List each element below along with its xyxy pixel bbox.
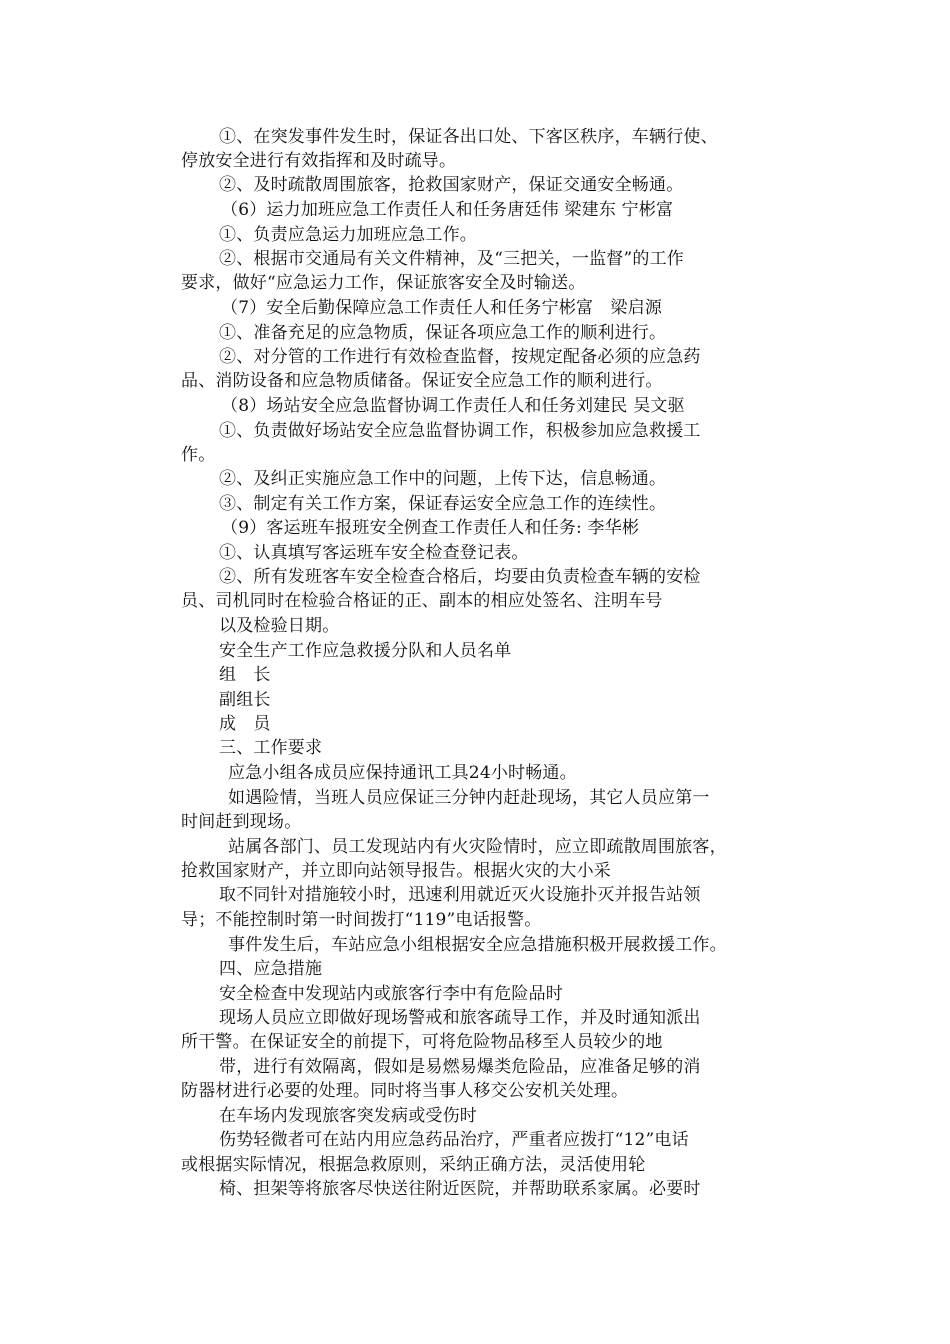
- text-line: （7）安全后勤保障应急工作责任人和任务宁彬富 梁启源: [221, 298, 663, 318]
- text-line: （9）客运班车报班安全例查工作责任人和任务: 李华彬: [221, 518, 640, 538]
- text-line: 安全检查中发现站内或旅客行李中有危险品时: [219, 984, 563, 1004]
- text-line: ②、及时疏散周围旅客，抢救国家财产，保证交通安全畅通。: [219, 175, 684, 195]
- text-line: 三、工作要求: [219, 738, 323, 758]
- text-line: ③、制定有关工作方案，保证春运安全应急工作的连续性。: [219, 494, 667, 514]
- text-line: 四、应急措施: [219, 959, 323, 979]
- text-line: （8）场站安全应急监督协调工作责任人和任务刘建民 吴文驱: [221, 396, 685, 416]
- text-line: 副组长: [219, 690, 271, 710]
- text-line: 导；不能控制时第一时间拨打“119”电话报警。: [181, 910, 542, 930]
- text-line: 取不同针对措施较小时，迅速利用就近灭火设施扑灭并报告站领: [219, 885, 701, 905]
- text-line: 在车场内发现旅客突发病或受伤时: [219, 1106, 477, 1126]
- text-line: 应急小组各成员应保持通讯工具24小时畅通。: [228, 763, 577, 783]
- text-line: 抢救国家财产，并立即向站领导报告。根据火灾的大小采: [181, 861, 611, 881]
- text-line: ②、所有发班客车安全检查合格后，均要由负责检查车辆的安检: [219, 567, 701, 587]
- text-line: 所干警。在保证安全的前提下，可将危险物品移至人员较少的地: [181, 1032, 663, 1052]
- text-line: ①、准备充足的应急物质，保证各项应急工作的顺利进行。: [219, 323, 667, 343]
- text-line: 安全生产工作应急救援分队和人员名单: [219, 641, 512, 661]
- text-line: 成 员: [219, 714, 271, 734]
- text-line: ②、及纠正实施应急工作中的问题，上传下达，信息畅通。: [219, 469, 667, 489]
- text-line: 员、司机同时在检验合格证的正、副本的相应处签名、注明车号: [181, 591, 663, 611]
- text-line: 现场人员应立即做好现场警戒和旅客疏导工作，并及时通知派出: [219, 1008, 701, 1028]
- text-line: （6）运力加班应急工作责任人和任务唐廷伟 梁建东 宁彬富: [221, 200, 674, 220]
- text-line: 防器材进行必要的处理。同时将当事人移交公安机关处理。: [181, 1081, 629, 1101]
- text-line: ②、对分管的工作进行有效检查监督，按规定配备必须的应急药: [219, 347, 701, 367]
- text-line: ①、认真填写客运班车安全检查登记表。: [219, 543, 529, 563]
- text-line: ②、根据市交通局有关文件精神，及“三把关，一监督”的工作: [219, 249, 684, 269]
- text-line: 如遇险情，当班人员应保证三分钟内赶赴现场，其它人员应第一: [228, 788, 710, 808]
- text-line: 停放安全进行有效指挥和及时疏导。: [181, 151, 457, 171]
- text-line: ①、负责应急运力加班应急工作。: [219, 225, 477, 245]
- text-line: 要求，做好“应急运力工作，保证旅客安全及时输送。: [181, 273, 586, 293]
- text-line: 品、消防设备和应急物质储备。保证安全应急工作的顺利进行。: [181, 371, 663, 391]
- text-line: 椅、担架等将旅客尽快送往附近医院，并帮助联系家属。必要时: [219, 1179, 701, 1199]
- text-line: 或根据实际情况，根据急救原则，采纳正确方法，灵活使用轮: [181, 1155, 646, 1175]
- text-line: 作。: [181, 445, 216, 465]
- text-line: 事件发生后，车站应急小组根据安全应急措施积极开展救援工作。: [228, 935, 727, 955]
- text-line: 带，进行有效隔离，假如是易燃易爆类危险品，应准备足够的消: [219, 1057, 701, 1077]
- text-line: ①、在突发事件发生时，保证各出口处、下客区秩序，车辆行使、: [219, 127, 718, 147]
- text-line: ①、负责做好场站安全应急监督协调工作，积极参加应急救援工: [219, 421, 701, 441]
- text-line: 以及检验日期。: [219, 616, 340, 636]
- text-line: 伤势轻微者可在站内用应急药品治疗，严重者应拨打“12”电话: [219, 1130, 689, 1150]
- text-line: 站属各部门、员工发现站内有火灾险情时，应立即疏散周围旅客，: [228, 837, 727, 857]
- text-line: 组 长: [219, 665, 271, 685]
- text-line: 时间赶到现场。: [181, 812, 302, 832]
